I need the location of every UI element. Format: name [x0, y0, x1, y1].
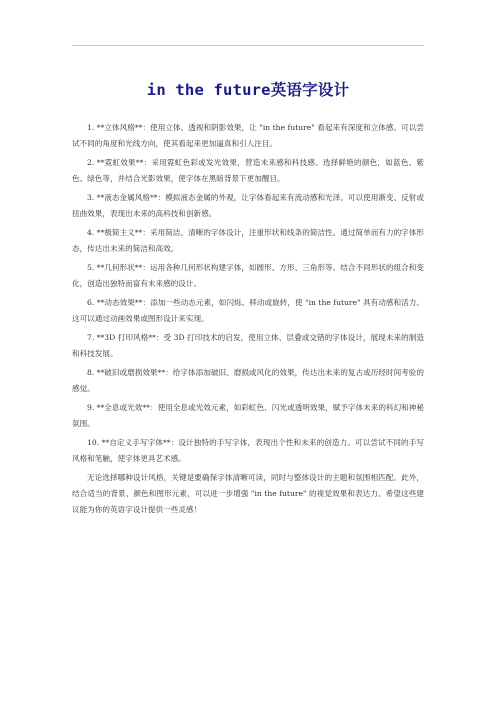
paragraph-5: 5. **几何形状**：运用各种几何形状构建字体，如圆形、方形、三角形等。结合不同形状的组合和变化，创造出独特而富有未来感的设计。: [72, 263, 424, 288]
header-rule: [72, 45, 424, 46]
page-title: [0, 78, 496, 100]
paragraph-2: 2. **霓虹效果**：采用霓虹色彩或发光效果，营造未来感和科技感。选择鲜艳的颜色，如蓝色、紫色、绿色等，并结合光影效果，使字体在黑暗背景下更加醒目。: [72, 158, 424, 183]
paragraph-3: 3. **液态金属风格**：模拟液态金属的外观，让字体看起来有流动感和光泽。可以使用渐变、反射或扭曲效果，表现出未来的高科技和创新感。: [72, 193, 424, 218]
paragraph-8: 8. **破旧或磨损效果**：给字体添加破旧、磨损或风化的效果，传达出未来的复古或历经时间考验的感觉。: [72, 368, 424, 393]
page-title-chinese: 英语字设计: [270, 80, 350, 99]
paragraph-4: 4. **极简主义**：采用简洁、清晰的字体设计，注重形状和线条的简洁性。通过简单而有力的字体形态，传达出未来的简洁和高效。: [72, 228, 424, 253]
paragraph-10: 10. **自定义手写字体**：设计独特的手写字体，表现出个性和未来的创造力。可以尝试不同的手写风格和笔触，使字体更具艺术感。: [72, 438, 424, 463]
paragraph-9: 9. **全息或光效**：使用全息或光效元素，如彩虹色、闪光或透明效果，赋予字体未来的科幻和神秘氛围。: [72, 403, 424, 428]
paragraph-conclusion: 无论选择哪种设计风格，关键是要确保字体清晰可读，同时与整体设计的主题和氛围相匹配。此外，结合适当的背景、颜色和图形元素，可以进一步增强 "in the future" 的视觉效果和表达力。希望这些建议能为你的英语字设计提供一些灵感！: [72, 473, 424, 514]
paragraph-1: 1. **立体风格**：使用立体、透视和阴影效果，让 "in the future" 看起来有深度和立体感。可以尝试不同的角度和光线方向，使其看起来更加逼真和引人注目。: [72, 123, 424, 148]
body-text: [72, 120, 424, 521]
page-title-english: in the future: [146, 81, 271, 99]
paragraph-7: 7. **3D 打印风格**：受 3D 打印技术的启发，使用立体、层叠或交错的字体设计，展现未来的制造和科技发展。: [72, 333, 424, 358]
paragraph-6: 6. **动态效果**：添加一些动态元素，如闪烁、移动或旋转，使 "in the future" 具有动感和活力。这可以通过动画效果或图形设计来实现。: [72, 298, 424, 323]
